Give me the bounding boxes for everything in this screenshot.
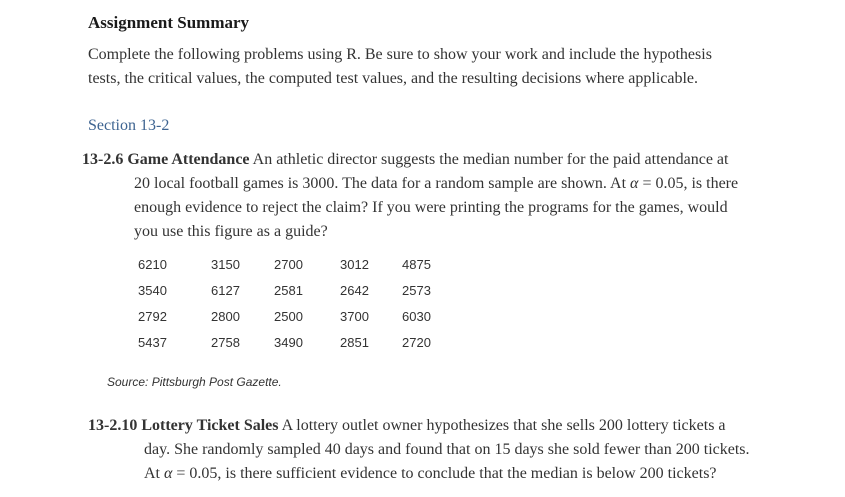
table-cell: 3540 xyxy=(138,282,167,298)
alpha-symbol: α xyxy=(630,175,639,192)
table-cell: 3490 xyxy=(274,334,303,350)
summary-line: tests, the critical values, the computed test values, and the resulting decisions where applicable. xyxy=(88,70,699,87)
table-row xyxy=(138,277,442,303)
problem-title: Game Attendance xyxy=(127,151,250,168)
table-cell: 2720 xyxy=(402,334,431,350)
problem-text: you use this figure as a guide? xyxy=(134,223,328,240)
table-cell: 2700 xyxy=(274,256,303,272)
problem-text: day. She randomly sampled 40 days and found that on 15 days she sold fewer than 200 tickets. xyxy=(144,441,750,458)
problem-number: 13-2.10 xyxy=(88,417,138,434)
table-cell: 5437 xyxy=(138,334,167,350)
problem-13-2-10 xyxy=(88,414,818,486)
table-cell: 2573 xyxy=(402,282,431,298)
table-cell: 6030 xyxy=(402,308,431,324)
table-cell: 2792 xyxy=(138,308,167,324)
table-cell: 3150 xyxy=(211,256,240,272)
table-row xyxy=(138,251,442,277)
table-cell: 2581 xyxy=(274,282,303,298)
problem-text: An athletic director suggests the median number for the paid attendance at xyxy=(249,151,729,168)
attendance-data-table xyxy=(138,251,442,355)
page-title: Assignment Summary xyxy=(88,13,250,32)
section-heading: Section 13-2 xyxy=(88,117,170,134)
table-cell: 2851 xyxy=(340,334,369,350)
table-cell: 6210 xyxy=(138,256,167,272)
problem-text: 20 local football games is 3000. The data for a random sample are shown. At xyxy=(134,175,631,192)
alpha-symbol: α xyxy=(164,465,173,482)
table-cell: 2642 xyxy=(340,282,369,298)
table-cell: 3012 xyxy=(340,256,369,272)
table-cell: 3700 xyxy=(340,308,369,324)
table-row xyxy=(138,303,442,329)
summary-line: Complete the following problems using R. Be sure to show your work and include the hypothesis xyxy=(88,46,712,63)
data-source-note: Source: Pittsburgh Post Gazette. xyxy=(107,375,282,389)
table-cell: 2800 xyxy=(211,308,240,324)
table-cell: 6127 xyxy=(211,282,240,298)
problem-text: enough evidence to reject the claim? If you were printing the programs for the games, would xyxy=(134,199,728,216)
table-cell: 2500 xyxy=(274,308,303,324)
problem-number: 13-2.6 xyxy=(82,151,124,168)
problem-text: At xyxy=(144,465,164,482)
problem-text: = 0.05, is there sufficient evidence to conclude that the median is below 200 tickets? xyxy=(172,465,717,482)
summary-paragraph xyxy=(88,43,828,91)
problem-title: Lottery Ticket Sales xyxy=(141,417,279,434)
problem-13-2-6 xyxy=(82,148,802,244)
problem-text: A lottery outlet owner hypothesizes that she sells 200 lottery tickets a xyxy=(278,417,726,434)
table-cell: 2758 xyxy=(211,334,240,350)
table-cell: 4875 xyxy=(402,256,431,272)
table-row xyxy=(138,329,442,355)
problem-text: = 0.05, is there xyxy=(638,175,739,192)
